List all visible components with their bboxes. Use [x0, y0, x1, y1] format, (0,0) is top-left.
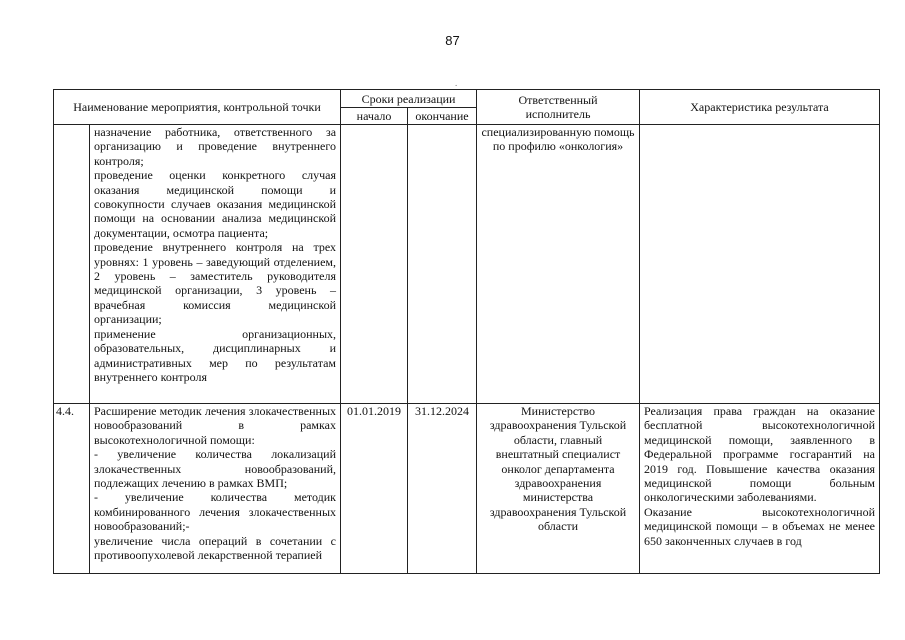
row-executor: Министерство здравоохранения Тульской области, главный внештатный специалист онколог департамента здравоохранения министерства здравоохранения Тульской области	[477, 404, 640, 574]
header-terms: Сроки реализации	[341, 90, 477, 108]
stray-mark: .	[455, 78, 458, 88]
row-name: Расширение методик лечения злокачественных новообразований в рамках высокотехнологичной помощи: - увеличение количества локализаций злокачественных новообразований, подлежащих лечению в рамках ВМП; - увеличение количества методик комбинированного лечения злокачественных новообразований;- увеличение числа операций в сочетании с противоопухолевой лекарственной терапией	[90, 404, 341, 574]
page-number: 87	[445, 33, 460, 48]
header-executor: Ответственный исполнитель	[477, 90, 640, 125]
row-end	[408, 125, 477, 404]
header-name: Наименование мероприятия, контрольной точки	[54, 90, 341, 125]
row-name: назначение работника, ответственного за организацию и проведение внутреннего контроля; проведение оценки конкретного случая оказания медицинской помощи и совокупности случаев оказания медицинской помощи на основании анализа медицинской документации, осмотра пациента; проведение внутреннего контроля на трех уровнях: 1 уровень – заведующий отделением, 2 уровень – заместитель руководителя медицинской организации, 3 уровень – врачебная комиссия медицинской организации; применение организационных, образовательных, дисциплинарных и административных мер по результатам внутреннего контроля	[90, 125, 341, 404]
row-start	[341, 125, 408, 404]
row-end: 31.12.2024	[408, 404, 477, 574]
header-row-1	[54, 90, 880, 108]
row-number	[54, 125, 90, 404]
table-row	[54, 125, 880, 404]
header-result: Характеристика результата	[640, 90, 880, 125]
row-executor: специализированную помощь по профилю «онкология»	[477, 125, 640, 404]
header-end: окончание	[408, 108, 477, 125]
row-result: Реализация права граждан на оказание бесплатной высокотехнологичной медицинской помощи, заявленного в Федеральной программе госгарантий на 2019 год. Повышение качества оказания медицинской помощи больным онкологическими заболеваниями. Оказание высокотехнологичной медицинской помощи – в объемах не менее 650 законченных случаев в год	[640, 404, 880, 574]
row-result	[640, 125, 880, 404]
activities-table	[53, 89, 880, 574]
table-row	[54, 404, 880, 574]
row-number: 4.4.	[54, 404, 90, 574]
row-start: 01.01.2019	[341, 404, 408, 574]
header-start: начало	[341, 108, 408, 125]
